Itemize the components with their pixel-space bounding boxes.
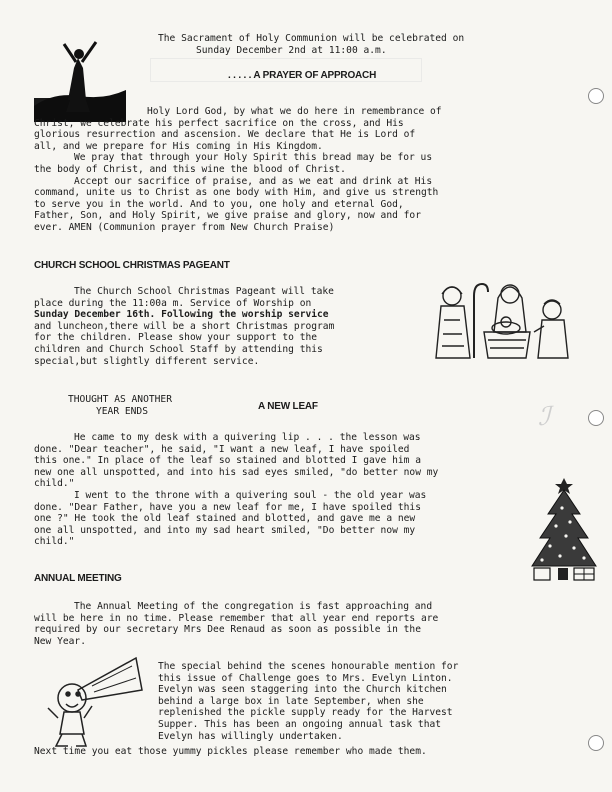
new-leaf-line: child." xyxy=(34,536,75,548)
new-leaf-heading: A NEW LEAF xyxy=(258,401,318,412)
binder-hole-bottom xyxy=(588,735,604,751)
side-note-line1: THOUGHT AS ANOTHER xyxy=(68,394,172,405)
prayer-line: Accept our sacrifice of praise, and as we eat and drink at His xyxy=(74,175,433,187)
annual-meeting-heading: ANNUAL MEETING xyxy=(34,573,122,584)
mention-line: Supper. This has been an ongoing annual task that xyxy=(158,718,442,730)
new-leaf-side-note xyxy=(68,394,172,417)
mention-closing-line: Next time you eat those yummy pickles please remember who made them. xyxy=(34,746,427,757)
mention-line: replenished the pickle supply ready for the Harvest xyxy=(158,707,453,719)
annual-meeting-text xyxy=(34,601,438,647)
binder-hole-middle xyxy=(588,410,604,426)
mention-line: Evelyn has willingly undertaken. xyxy=(158,730,343,742)
mention-line: behind a large box in late September, when she xyxy=(158,695,424,707)
christmas-tree-illustration xyxy=(528,474,600,584)
pageant-line: special,but slightly different service. xyxy=(34,355,260,367)
new-leaf-text xyxy=(34,432,438,548)
communion-notice-line2: Sunday December 2nd at 11:00 a.m. xyxy=(196,44,387,56)
prayer-line: We pray that through your Holy Spirit this bread may be for us xyxy=(74,152,433,164)
prayer-line: ever. AMEN (Communion prayer from New Church Praise) xyxy=(34,221,335,233)
new-leaf-line: I went to the throne with a quivering soul - the old year was xyxy=(74,489,427,501)
prayer-line: command, unite us to Christ as one body with Him, and give us strength xyxy=(34,187,439,199)
new-leaf-line: He came to my desk with a quivering lip . . . the lesson was xyxy=(74,432,421,443)
pageant-line: The Church School Christmas Pageant will take xyxy=(74,286,334,297)
new-leaf-line: done. "Dear Father, have you a new leaf for me, I have spoiled this xyxy=(34,501,421,513)
pageant-line: for the children. Please show your support to the xyxy=(34,332,318,344)
bleed-through-script: ℐ xyxy=(538,402,551,432)
pageant-line: and luncheon,there will be a short Christmas program xyxy=(34,320,335,332)
prayer-line: Christ, we celebrate his perfect sacrifice on the cross, and His xyxy=(34,117,404,129)
annual-meeting-line: The Annual Meeting of the congregation is fast approaching and xyxy=(74,601,433,612)
new-leaf-line: one all unspotted, and into my sad heart smiled, "Do better now my xyxy=(34,524,416,536)
annual-meeting-line: required by our secretary Mrs Dee Renaud as soon as possible in the xyxy=(34,624,421,636)
pageant-line: children and Church School Staff by attending this xyxy=(34,343,323,355)
megaphone-cartoon-illustration xyxy=(38,656,144,748)
prayer-line: to serve you in the world. And to you, one holy and eternal God, xyxy=(34,198,404,210)
prayer-line: Father, Son, and Holy Spirit, we give praise and glory, now and for xyxy=(34,210,421,222)
communion-notice-line1: The Sacrament of Holy Communion will be celebrated on xyxy=(158,33,465,44)
honourable-mention-text xyxy=(158,661,458,742)
prayer-line: glorious resurrection and ascension. We declare that He is Lord of xyxy=(34,129,416,141)
mention-line: The special behind the scenes honourable mention for xyxy=(158,661,459,672)
pageant-line: Sunday December 16th. Following the worship service xyxy=(34,309,329,321)
annual-meeting-line: will be here in no time. Please remember that all year end reports are xyxy=(34,612,439,624)
new-leaf-line: one ?" He took the old leaf stained and blotted, and gave me a new xyxy=(34,513,416,525)
new-leaf-line: child." xyxy=(34,478,75,490)
side-note-line2: YEAR ENDS xyxy=(96,405,148,417)
pageant-heading: CHURCH SCHOOL CHRISTMAS PAGEANT xyxy=(34,260,230,271)
prayer-line: Holy Lord God, by what we do here in remembrance of xyxy=(147,106,442,117)
new-leaf-line: this one." In place of the leaf so stained and blotted I gave him a xyxy=(34,455,421,467)
prayer-title: . . . . . A PRAYER OF APPROACH xyxy=(228,70,377,81)
nativity-illustration xyxy=(434,276,576,362)
mention-line: this issue of Challenge goes to Mrs. Evelyn Linton. xyxy=(158,672,453,684)
annual-meeting-line: New Year. xyxy=(34,635,86,647)
new-leaf-line: new one all unspotted, and into his sad eyes smiled, "do better now my xyxy=(34,466,439,478)
mention-line: Evelyn was seen staggering into the Church kitchen xyxy=(158,684,447,696)
prayer-text xyxy=(34,106,442,234)
binder-hole-top xyxy=(588,88,604,104)
prayer-line: all, and we prepare for His coming in His Kingdom. xyxy=(34,140,323,152)
prayer-line: the body of Christ, and this wine the blood of Christ. xyxy=(34,163,346,175)
new-leaf-line: done. "Dear teacher", he said, "I want a new leaf, I have spoiled xyxy=(34,443,410,455)
pageant-line: place during the 11:00a m. Service of Worship on xyxy=(34,297,312,309)
pageant-text xyxy=(34,286,334,367)
